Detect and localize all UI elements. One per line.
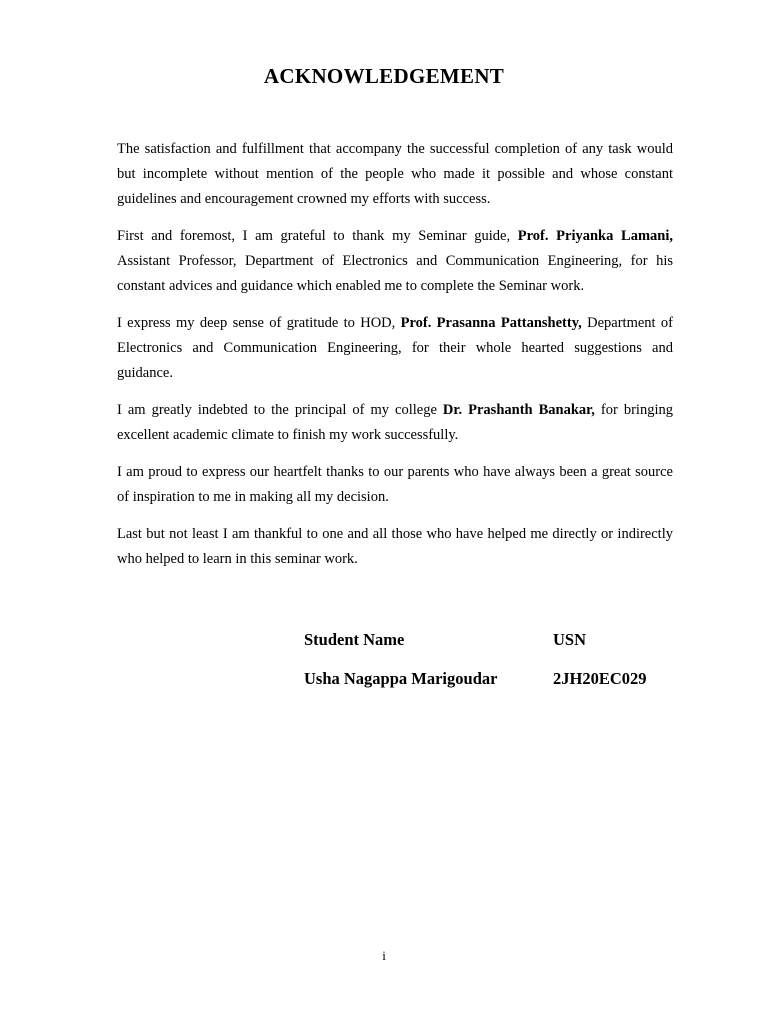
paragraph-2-text-before: First and foremost, I am grateful to thank my Seminar guide,: [117, 228, 518, 244]
paragraph-3: [117, 311, 673, 386]
paragraph-4-text-after: for bringing excellent academic climate to finish my work successfully.: [117, 402, 673, 443]
paragraph-3-text-after: Department of Electronics and Communication Engineering, for their whole hearted suggestions and guidance.: [117, 315, 673, 381]
signature-header-row: [304, 620, 704, 659]
paragraph-5: [117, 460, 673, 510]
paragraph-5-text: I am proud to express our heartfelt thanks to our parents who have always been a great source of inspiration to me in making all my decision.: [117, 464, 673, 505]
page-number: i: [382, 948, 386, 963]
paragraph-6-text: Last but not least I am thankful to one and all those who have helped me directly or indirectly who helped to learn in this seminar work.: [117, 526, 673, 567]
paragraph-2-text-after: Assistant Professor, Department of Electronics and Communication Engineering, for his constant advices and guidance which enabled me to complete the Seminar work.: [117, 253, 673, 294]
signature-block: [304, 620, 704, 698]
signature-value-row: [304, 659, 704, 698]
guide-name: Prof. Priyanka Lamani,: [517, 228, 674, 244]
paragraph-3-text-before: I express my deep sense of gratitude to HOD,: [117, 315, 401, 331]
paragraph-6: [117, 522, 673, 572]
principal-name: Dr. Prashanth Banakar,: [442, 402, 595, 418]
paragraph-2: [117, 224, 673, 299]
student-name-header: Student Name: [304, 629, 405, 649]
paragraph-4-text-before: I am greatly indebted to the principal of my college: [117, 402, 443, 418]
student-name: Usha Nagappa Marigoudar: [304, 668, 498, 688]
paragraph-1: [117, 137, 673, 212]
acknowledgement-body: [117, 137, 673, 584]
paragraph-1-text: The satisfaction and fulfillment that accompany the successful completion of any task would but incomplete without mention of the people who made it possible and whose constant guidelines and encouragement crowned my efforts with success.: [117, 141, 673, 207]
usn-header: USN: [553, 629, 587, 649]
hod-name: Prof. Prasanna Pattanshetty,: [400, 315, 582, 331]
student-usn: 2JH20EC029: [553, 668, 647, 688]
page-title: ACKNOWLEDGEMENT: [263, 64, 505, 88]
paragraph-4: [117, 398, 673, 448]
